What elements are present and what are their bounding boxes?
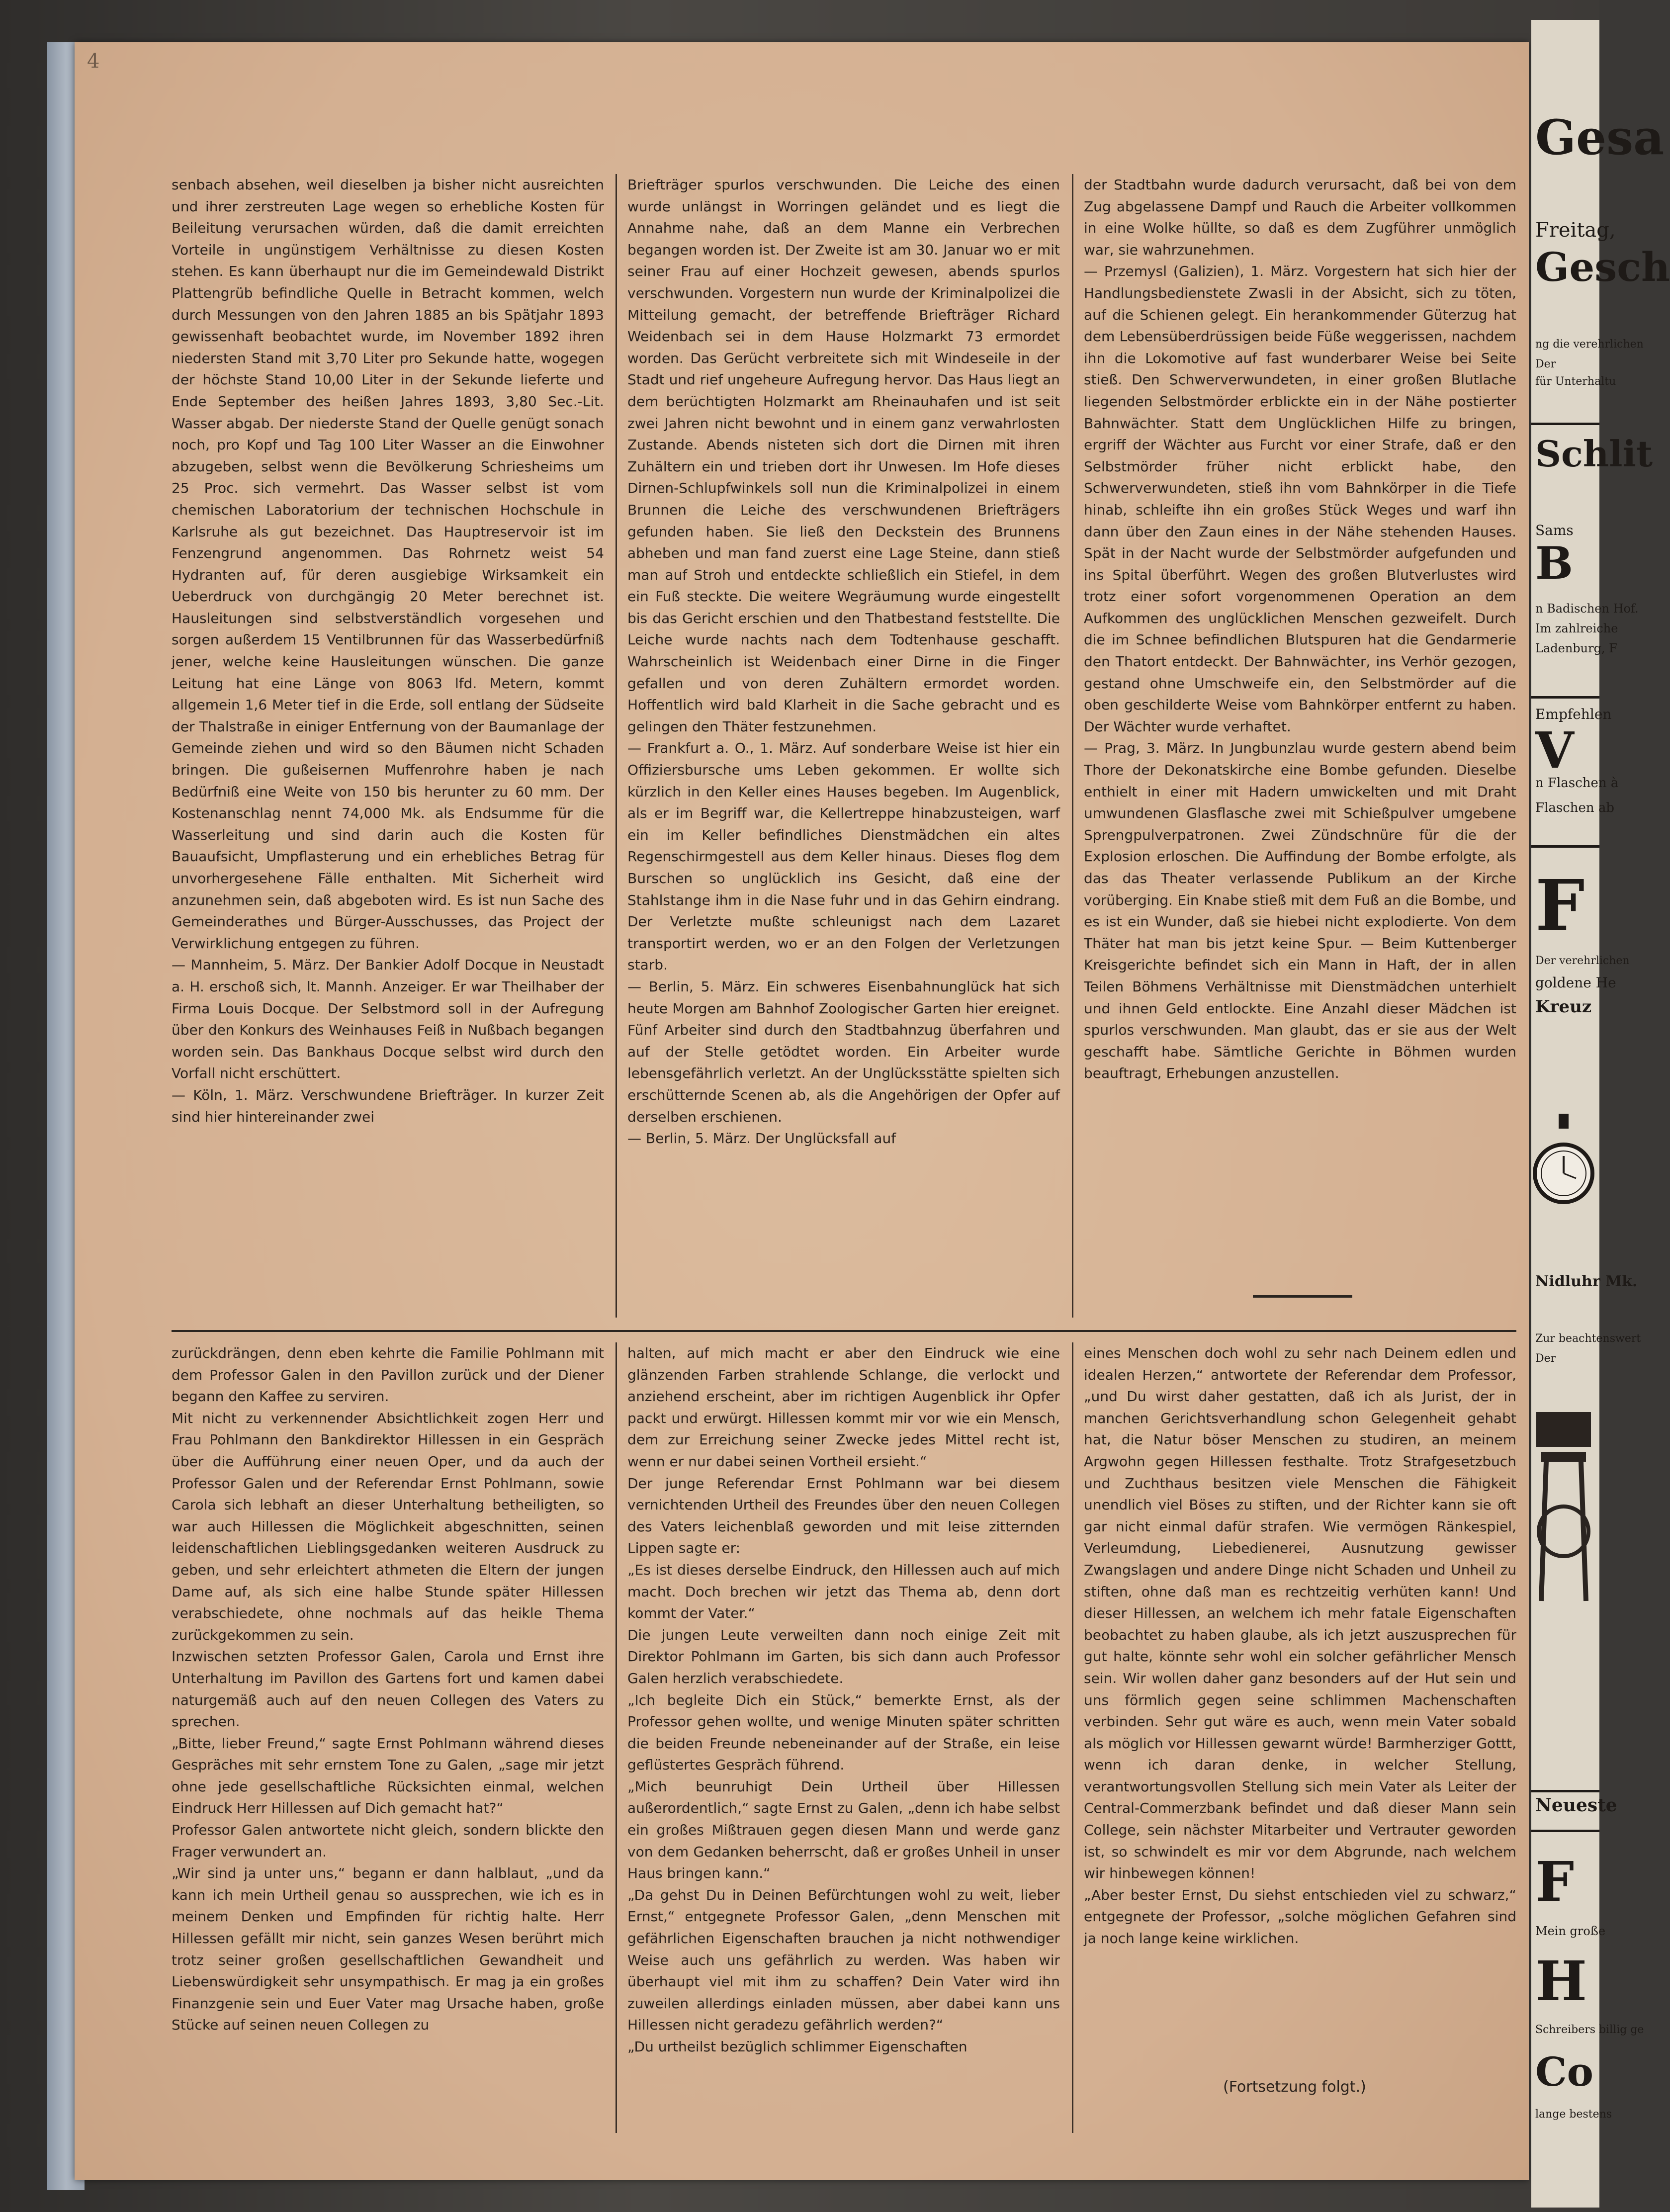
ad-heading: Schlit	[1535, 433, 1653, 475]
ad-divider	[1531, 423, 1599, 425]
ad-heading: F	[1535, 865, 1585, 947]
page-number: 4	[87, 50, 100, 73]
column-rule	[615, 174, 617, 1318]
novel-column-2: halten, auf mich macht er aber den Eindruck wie eine glänzenden Farben strahlende Schlange, die verlockt und anziehend erscheint, aber im richtigen Augenblick ihr Opfer packt und erwürgt. Hillessen kommt mir vor wie ein Mensch, dem zur Erreichung seiner Zwecke jedes Mittel recht ist, wenn er nur dabei seinen Vortheil ersieht.“ Der junge Referendar Ernst Pohlmann war bei diesem vernichtenden Urtheil des Freundes über den neuen Collegen des Vaters leichenblaß geworden und mit leise zitternden Lippen sagte er: „Es ist dieses derselbe Eindruck, den Hillessen auch auf mich macht. Doch brechen wir jetzt das Thema ab, denn dort kommt der Vater.“ Die jungen Leute verweilten dann noch einige Zeit mit Direktor Pohlmann im Garten, bis sich dann auch Professor Galen herzlich verabschiedete. „Ich begleite Dich ein Stück,“ bemerkte Ernst, als der Professor gehen wollte, und wenige Minuten später schritten die beiden Freunde nebeneinander auf der Straße, ein leise geflüstertes Gespräch führend. „Mich beunruhigt Dein Urtheil über Hillessen außerordentlich,“ sagte Ernst zu Galen, „denn ich habe selbst ein großes Mißtrauen gegen diesen Mann und werde ganz von dem Gedanken beherrscht, daß er großes Unheil in unser Haus bringen kann.“ „Da gehst Du in Deinen Befürchtungen wohl zu weit, lieber Ernst,“ entgegnete Professor Galen, „denn Menschen mit gefährlichen Eigenschaften brauchen ja nicht nothwendiger Weise auch uns gefährlich zu werden. Was haben wir überhaupt viel mit ihm zu schaffen? Dein Vater wird ihn zuweilen allerdings einladen müssen, aber dabei kann uns Hillessen nicht geradezu gefährlich werden?“ „Du urtheilst bezüglich schlimmer Eigenschaften	[627, 1345, 1060, 2055]
ad-divider	[1531, 1790, 1599, 1792]
ad-text: Freitag,	[1535, 219, 1616, 242]
ad-text: n Badischen Hof.	[1535, 602, 1639, 616]
ad-text: Neueste	[1535, 1795, 1617, 1816]
ad-text: für Unterhaltu	[1535, 375, 1616, 388]
pocket-watch-illustration	[1534, 1114, 1593, 1223]
novel-column-3: eines Menschen doch wohl zu sehr nach Deinem edlen und idealen Herzen,“ antwortete der Referendar dem Professor, „und Du wirst daher gestatten, daß ich als Jurist, der in manchen Gerichtsverhandlung schon Gelegenheit gehabt hat, die Natur böser Menschen zu studiren, an meinem Argwohn gegen Hillessen festhalte. Trotz Strafgesetzbuch und Zuchthaus besitzen viele Menschen die Fähigkeit unendlich viel Böses zu stiften, und der Richter kann sie oft gar nicht einmal dafür strafen. Wie vermögen Ränkespiel, Verleumdung, Liebedienerei, Ausnutzung gewisser Zwangslagen und andere Dinge nicht Schaden und Unheil zu stiften, ohne daß man es rechtzeitig verhüten kann! Und dieser Hillessen, an welchem ich mehr fatale Eigenschaften beobachtet zu haben glaube, als ich jetzt auszusprechen für gut halte, könnte sehr wohl ein solcher gefährlicher Mensch sein. Wir wollen daher ganz besonders auf der Hut sein und uns förmlich gegen seine schlimmen Machenschaften verbinden. Sehr gut wäre es auch, wenn mein Vater sobald als möglich vor Hillessen gewarnt würde! Barmherziger Gottt, wenn ich daran denke, in welcher Stellung, verantwortungsvollen Stellung sich mein Vater als Leiter der Central-Commerzbank befindet und daß dieser Mann sein College, sein nächster Mitarbeiter und Vertrauter geworden ist, so schwindelt es mir vor dem Abgrunde, nach welchem wir hinbewegen können! „Aber bester Ernst, Du siehst entschieden viel zu schwarz,“ entgegnete der Professor, „solche möglichen Gefahren sind ja noch lange keine wirklichen.	[1084, 1345, 1516, 1947]
ad-text: Zur beachtenswert	[1535, 1332, 1641, 1345]
ad-text: Der	[1535, 358, 1556, 370]
ad-text: ng die verehrlichen	[1535, 338, 1644, 351]
ad-text: Im zahlreiche	[1535, 621, 1618, 635]
ad-text: Der	[1535, 1352, 1556, 1365]
article-column-top-2: Briefträger spurlos verschwunden. Die Leiche des einen wurde unlängst in Worringen geländet und es liegt die Annahme nahe, daß an dem Manne ein Verbrechen begangen worden ist. Der Zweite ist am 30. Januar wo er mit seiner Frau auf einer Hochzeit gewesen, abends spurlos verschwunden. Vorgestern nun wurde der Kriminalpolizei die Mitteilung gemacht, der betreffende Briefträger Richard Weidenbach sei in dem Hause Holzmarkt 73 ermordet worden. Das Gerücht verbreitete sich mit Windeseile in der Stadt und rief ungeheure Aufregung hervor. Das Haus liegt an dem berüchtigten Holzmarkt am Rheinauhafen und ist seit zwei Jahren nicht bewohnt und in einem ganz verwahrlosten Zustande. Abends nisteten sich dort die Dirnen mit ihren Zuhältern ein und trieben dort ihr Unwesen. Im Hofe dieses Dirnen-Schlupfwinkels soll nun die Kriminalpolizei in einem Brunnen die Leiche des verschwundenen Briefträgers gefunden haben. Sie ließ den Deckstein des Brunnens abheben und man fand zuerst eine Lage Steine, dann stieß man auf Stroh und entdeckte schließlich ein Stiefel, in dem ein Fuß steckte. Die weitere Wegräumung wurde eingestellt bis das Gericht erschien und den Thatbestand feststellte. Die Leiche wurde nachts nach dem Todtenhause geschafft. Wahrscheinlich ist Weidenbach einer Dirne in die Finger gefallen und von deren Zuhältern ermordet worden. Hoffentlich wird bald Klarheit in die Sache gebracht und es gelingen den Thäter festzunehmen. — Frankfurt a. O., 1. März. Auf sonderbare Weise ist hier ein Offiziersbursche ums Leben gekommen. Er wollte sich kürzlich in den Keller eines Hauses begeben. Im Augenblick, als er im Begriff war, die Kellertreppe hinabzusteigen, warf ein im Keller befindliches Dienstmädchen ein altes Regenschirmgestell aus dem Keller hinaus. Dieses flog dem Burschen so unglücklich ins Gesicht, daß eine der Stahlstange ihm in die Nase fuhr und in das Gehirn eindrang. Der Verletzte mußte schleunigst nach dem Lazaret transportirt werden, wo er an den Folgen der Verletzungen starb. — Berlin, 5. März. Ein schweres Eisenbahnunglück hat sich heute Morgen am Bahnhof Zoologischer Garten hier ereignet. Fünf Arbeiter sind durch den Stadtbahnzug überfahren und auf der Stelle getödtet worden. Ein Arbeiter wurde lebensgefährlich verletzt. An der Unglücksstätte spielten sich erschütternde Scenen ab, als die Angehörigen der Opfer auf derselben erschienen. — Berlin, 5. März. Der Unglücksfall auf	[627, 177, 1060, 1147]
ad-divider	[1531, 845, 1599, 848]
ad-text: Sams	[1535, 522, 1574, 538]
ad-text: Schreibers billig ge	[1535, 2024, 1644, 2036]
continuation-note: (Fortsetzung folgt.)	[1223, 2078, 1366, 2096]
ad-text: Der verehrlichen	[1535, 955, 1630, 967]
ad-text: n Flaschen à	[1535, 776, 1619, 791]
ad-heading: B	[1535, 537, 1574, 590]
ad-text: Ladenburg, F	[1535, 641, 1617, 655]
article-column-top-1: senbach absehen, weil dieselben ja bisher nicht ausreichten und ihrer zerstreuten Lage wegen so erhebliche Kosten für Beileitung verursachen würden, daß die damit erreichten Vorteile in ungünstigem Verhältnisse zu diesen Kosten stehen. Es kann überhaupt nur die im Gemeindewald Distrikt Plattengrüb befindliche Quelle in Betracht kommen, welch durch Messungen von den Jahren 1885 an bis Spätjahr 1893 gewissenhaft beobachtet wurde, im November 1892 ihren niedersten Stand mit 3,70 Liter pro Sekunde hatte, wogegen der höchste Stand 10,00 Liter in der Sekunde lieferte und Ende September des heißen Jahres 1893, 3,80 Sec.-Lit. Wasser abgab. Der niederste Stand der Quelle genügt sonach noch, pro Kopf und Tag 100 Liter Wasser an die Einwohner abzugeben, selbst wenn die Bevölkerung Schriesheims um 25 Proc. sich vermehrt. Das Wasser selbst ist vom chemischen Laboratorium der technischen Hochschule in Karlsruhe als gut bezeichnet. Das Hauptreservoir ist im Fenzengrund angenommen. Das Rohrnetz weist 54 Hydranten auf, für deren ausgiebige Wirksamkeit ein Ueberdruck von durchgängig 20 Meter berechnet ist. Hausleitungen sind selbstverständlich vorgesehen und sorgen außerdem 15 Ventilbrunnen für das Wasserbedürfniß jener, welche keine Hausleitungen wünschen. Die ganze Leitung hat eine Länge von 8063 lfd. Metern, kommt allgemein 1,6 Meter tief in die Erde, soll entlang der Südseite der Thalstraße in einiger Entfernung von der Baumanlage der Gemeinde ziehen und wird so den Bäumen nicht Schaden bringen. Die gußeisernen Muffenrohre haben je nach Bedürfniß eine Weite von 150 bis herunter zu 60 mm. Der Kostenanschlag nennt 74,000 Mk. als Endsumme für die Wasserleitung und sind darin auch die Kosten für Bauaufsicht, Umpflasterung und ein erhebliches Betrag für unvorhergesehene Fälle enthalten. Mit Sicherheit wird anzunehmen sein, daß abgeboten wird. Es ist nun Sache des Gemeinderathes und Bürger-Ausschusses, das Project der Verwirklichung entgegen zu führen. — Mannheim, 5. März. Der Bankier Adolf Docque in Neustadt a. H. erschoß sich, lt. Mannh. Anzeiger. Er war Theilhaber der Firma Louis Docque. Der Selbstmord soll in der Aufregung über den Konkurs des Weinhauses Feiß in Nußbach begangen worden sein. Das Bankhaus Docque selbst wird durch den Vorfall nicht erschüttert. — Köln, 1. März. Verschwundene Briefträger. In kurzer Zeit sind hier hintereinander zwei	[172, 177, 604, 1125]
ad-heading: H	[1535, 1949, 1587, 2013]
ad-text: lange bestens	[1535, 2108, 1612, 2121]
article-column-top-3: der Stadtbahn wurde dadurch verursacht, daß bei von dem Zug abgelassene Dampf und Rauch die Arbeiter vollkommen in eine Wolke hüllte, so daß es dem Zugführer unmöglich war, sie wahrzunehmen. — Przemysl (Galizien), 1. März. Vorgestern hat sich hier der Handlungsbedienstete Zwasli in der Absicht, sich zu töten, auf die Schienen gelegt. Ein herankommender Güterzug hat dem Lebensüberdrüssigen beide Füße weggerissen, nachdem ihn die Lokomotive auf fast wunderbarer Weise bei Seite stieß. Den Schwerverwundeten, in einer großen Blutlache liegenden Selbstmörder erblickte ein in der Nähe postierter Bahnwächter. Statt dem Unglücklichen Hilfe zu bringen, ergriff der Wächter aus Furcht vor einer Strafe, daß er den Selbstmörder früher nicht erblickt habe, den Schwerverwundeten, stieß ihn vom Bahnkörper in die Tiefe hinab, schleifte ihn ein großes Stück Weges und warf ihn dann über den Zaun eines in der Nähe stehenden Hauses. Spät in der Nacht wurde der Selbstmörder aufgefunden und ins Spital überführt. Wegen des großen Blutverlustes wird trotz einer sofort vorgenommenen Operation an dem Aufkommen des unglücklichen Menschen gezweifelt. Durch die im Schnee befindlichen Blutspuren hat die Gendarmerie den Thatort entdeckt. Der Bahnwächter, ins Verhör gezogen, gestand ohne Umschweife ein, den Selbstmörder auf die oben geschilderte Weise vom Bahnkörper entfernt zu haben. Der Wächter wurde verhaftet. — Prag, 3. März. In Jungbunzlau wurde gestern abend beim Thore der Dekonatskirche eine Bombe gefunden. Dieselbe enthielt in einer mit Hadern umwickelten und mit Draht umwundenen Glasflasche zwei mit Schießpulver umgebene Sprengpulverpatronen. Zwei Zündschnüre für die der Explosion erloschen. Die Auffindung der Bombe erfolgte, als das das Theater verlassende Publikum an der Kirche vorüberging. Ein Knabe stieß mit dem Fuß an die Bombe, und es ist ein Wunder, daß sie hiebei nicht explodierte. Von dem Thäter hat man bis jetzt keine Spur. — Beim Kuttenberger Kreisgerichte befindet sich ein Mann in Haft, der in allen Teilen Böhmens Verhältnisse mit Dienstmädchen unterhielt und ihnen Geld entlockte. Eine Anzahl dieser Mädchen ist spurlos verschwunden. Man glaubt, das er sie aus der Welt geschafft habe. Sämtliche Gerichte in Böhmen wurden beauftragt, Erhebungen anzustellen.	[1084, 177, 1516, 1082]
ad-heading: F	[1535, 1850, 1575, 1914]
column-rule	[1072, 174, 1073, 1318]
sewing-machine-illustration	[1531, 1402, 1596, 1611]
ad-heading: V	[1535, 721, 1574, 780]
ad-text: goldene He	[1535, 974, 1616, 991]
section-end-rule	[1253, 1295, 1352, 1298]
column-rule	[1072, 1342, 1073, 2133]
ad-text: Flaschen ab	[1535, 800, 1615, 815]
ad-text: Kreuz	[1535, 997, 1592, 1017]
ad-heading: Co	[1535, 2048, 1594, 2095]
adjacent-page-ads	[1531, 20, 1670, 2208]
ad-text: Nidluhr Mk.	[1535, 1273, 1638, 1290]
ad-heading: Gesa	[1535, 109, 1665, 166]
ad-divider	[1531, 696, 1599, 699]
feuilleton-separator	[172, 1330, 1516, 1332]
column-rule	[615, 1342, 617, 2133]
ad-heading: Gesch	[1535, 244, 1670, 290]
ad-divider	[1531, 1830, 1599, 1832]
novel-column-1: zurückdrängen, denn eben kehrte die Familie Pohlmann mit dem Professor Galen in den Pavillon zurück und der Diener begann den Kaffee zu serviren. Mit nicht zu verkennender Absichtlichkeit zogen Herr und Frau Pohlmann den Bankdirektor Hillessen in ein Gespräch über die Aufführung einer neuen Oper, und da auch der Professor Galen und der Referendar Ernst Pohlmann, sowie Carola sich lebhaft an dieser Unterhaltung betheiligten, so war auch Hillessen die Möglichkeit abgeschnitten, seinen leidenschaftlichen Lieblingsgedanken weiteren Ausdruck zu geben, und sehr erleichtert athmeten die Eltern der jungen Dame auf, als sich eine halbe Stunde später Hillessen verabschiedete, ohne nochmals auf das heikle Thema zurückgekommen zu sein. Inzwischen setzten Professor Galen, Carola und Ernst ihre Unterhaltung im Pavillon des Gartens fort und kamen dabei naturgemäß auch auf den neuen Collegen des Vaters zu sprechen. „Bitte, lieber Freund,“ sagte Ernst Pohlmann während dieses Gespräches mit sehr ernstem Tone zu Galen, „sage mir jetzt ohne jede gesellschaftliche Rücksichten einmal, welchen Eindruck Herr Hillessen auf Dich gemacht hat?“ Professor Galen antwortete nicht gleich, sondern blickte den Frager verwundert an. „Wir sind ja unter uns,“ begann er dann halblaut, „und da kann ich mein Urtheil genau so aussprechen, wie ich es in meinem Denken und Empfinden für richtig halte. Herr Hillessen gefällt mir nicht, sein ganzes Wesen berührt mich trotz seiner großen gesellschaftlichen Gewandheit und Liebenswürdigkeit sehr unsympathisch. Er mag ja ein großes Finanzgenie sein und Euer Vater mag Ursache haben, große Stücke auf seinen neuen Collegen zu	[172, 1345, 604, 2034]
ad-text: Empfehlen	[1535, 706, 1612, 722]
ad-text: Mein große	[1535, 1924, 1606, 1938]
